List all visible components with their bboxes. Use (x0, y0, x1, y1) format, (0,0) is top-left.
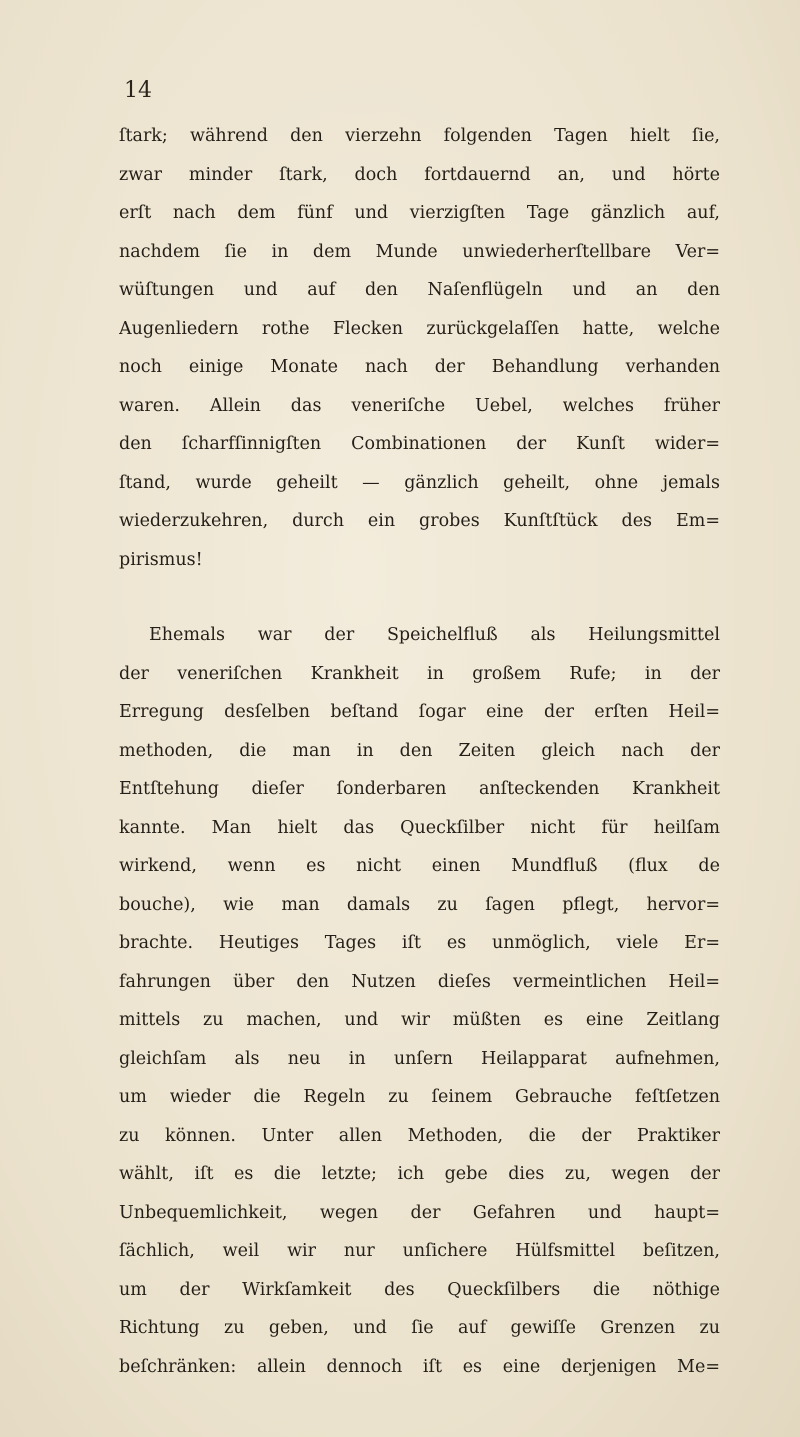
text-line: wirkend, wenn es nicht einen Mundfluß (flux de (119, 856, 720, 876)
text-line: der veneriſchen Krankheit in großem Rufe; in der (119, 663, 720, 684)
text-line: mittels zu machen, und wir müßten es eine Zeitlang (119, 1010, 720, 1030)
text-line: zu können. Unter allen Methoden, die der Praktiker (119, 1125, 720, 1146)
text-line: nachdem ſie in dem Munde unwiederherſtellbare Ver= (119, 241, 720, 262)
text-line: ſtark; während den vierzehn folgenden Tagen hielt ſie, (119, 126, 720, 146)
paragraph-2 (119, 616, 720, 1386)
text-line: um wieder die Regeln zu ſeinem Gebrauche feſtſetzen (119, 1087, 720, 1107)
text-line: gleichſam als neu in unſern Heilapparat aufnehmen, (119, 1048, 720, 1069)
text-line: Entſtehung dieſer ſonderbaren anſteckenden Krankheit (119, 779, 720, 799)
paragraph-1 (119, 117, 720, 579)
text-line: Unbequemlichkeit, wegen der Gefahren und haupt= (119, 1202, 720, 1223)
text-line: bouche), wie man damals zu ſagen pflegt, hervor= (119, 894, 720, 915)
text-line: den ſcharfſinnigſten Combinationen der Kunſt wider= (119, 434, 720, 454)
text-line: methoden, die man in den Zeiten gleich nach der (119, 740, 720, 761)
text-line: um der Wirkſamkeit des Queckſilbers die nöthige (119, 1279, 720, 1300)
text-line: Ehemals war der Speichelfluß als Heilungsmittel (149, 625, 720, 645)
text-line: beſchränken: allein dennoch iſt es eine derjenigen Me= (119, 1356, 720, 1377)
text-line: fahrungen über den Nutzen dieſes vermeintlichen Heil= (119, 971, 720, 992)
body-text (119, 117, 720, 1386)
text-line: noch einige Monate nach der Behandlung verhanden (119, 357, 720, 377)
text-line: wiederzukehren, durch ein grobes Kunſtſtück des Em= (119, 511, 720, 531)
text-line: wüſtungen und auf den Naſenflügeln und an den (119, 280, 720, 300)
text-line: Erregung desſelben beſtand ſogar eine der erſten Heil= (119, 702, 720, 722)
text-line: wählt, iſt es die letzte; ich gebe dies zu, wegen der (119, 1164, 720, 1184)
text-line: Richtung zu geben, und ſie auf gewiſſe Grenzen zu (119, 1318, 720, 1338)
text-line: Augenliedern rothe Flecken zurückgelaſſen hatte, welche (119, 318, 720, 339)
text-line: brachte. Heutiges Tages iſt es unmöglich, viele Er= (119, 933, 720, 953)
text-line: ſtand, wurde geheilt — gänzlich geheilt, ohne jemals (119, 472, 720, 493)
text-line: erſt nach dem fünf und vierzigſten Tage gänzlich auf, (119, 203, 720, 223)
text-line: ſächlich, weil wir nur unſichere Hülfsmittel beſitzen, (119, 1241, 720, 1261)
text-line: zwar minder ſtark, doch fortdauernd an, und hörte (119, 164, 720, 185)
text-line: pirismus! (119, 549, 203, 570)
paragraph-gap (119, 579, 720, 616)
text-line: kannte. Man hielt das Queckſilber nicht für heilſam (119, 817, 720, 838)
text-line: waren. Allein das veneriſche Uebel, welches früher (119, 395, 720, 416)
page-number: 14 (124, 78, 152, 103)
